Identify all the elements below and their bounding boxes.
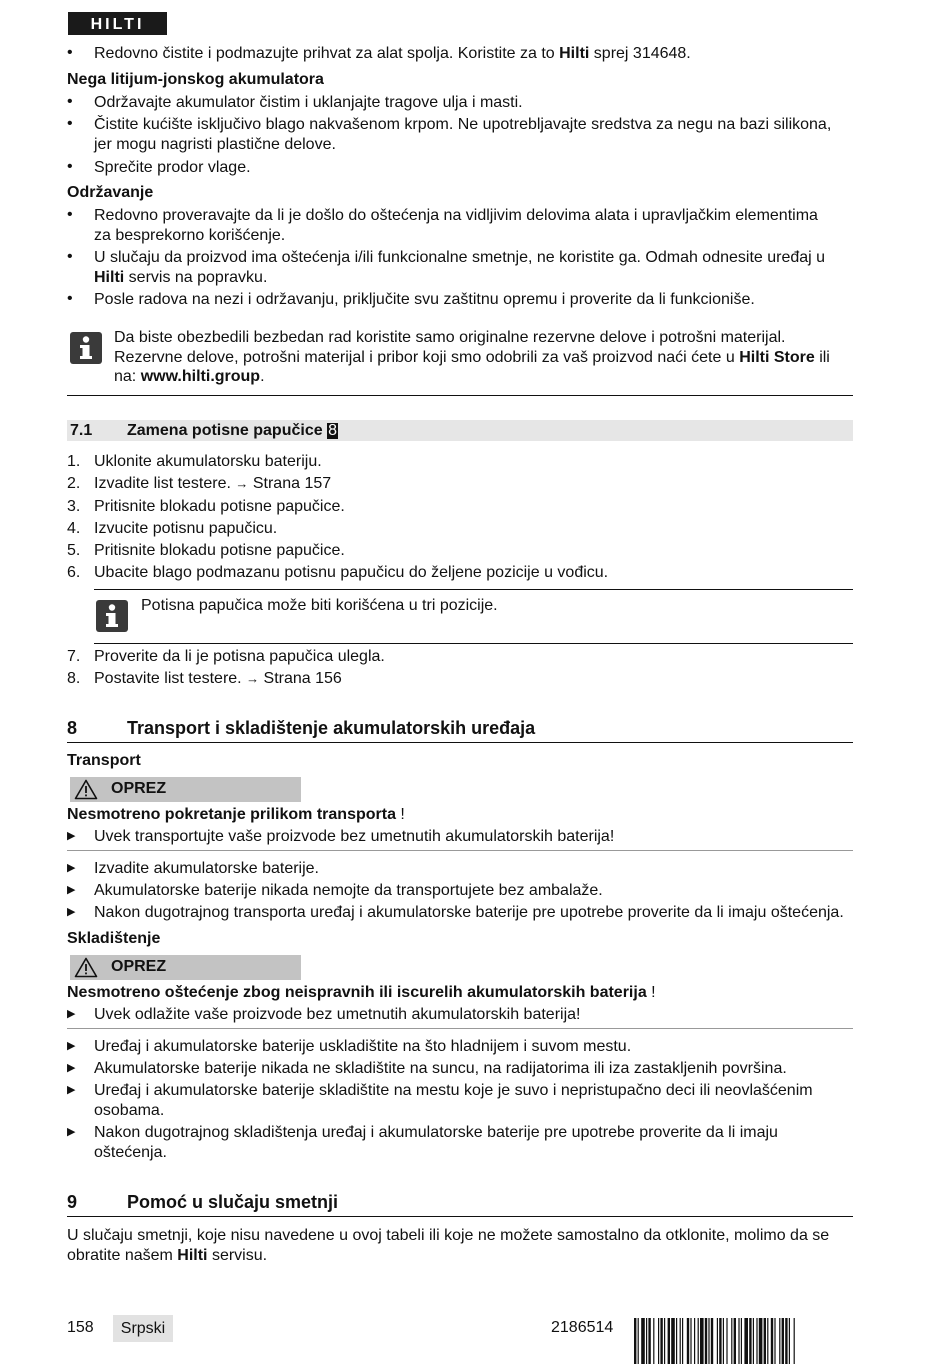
section-heading-9 bbox=[67, 1190, 853, 1217]
storage-list bbox=[67, 1036, 853, 1166]
list-item: Redovno proveravajte da li je došlo do oštećenja na vidljivim delovima alata i upravljačkim elementima bbox=[94, 207, 818, 224]
storage-heading: Skladištenje bbox=[67, 930, 161, 947]
section-heading-7-1 bbox=[67, 420, 853, 441]
list-item: Sprečite prodor vlage. bbox=[94, 159, 251, 176]
info-note-line: Rezervne delove, potrošni materijal i pribor koji smo odobrili za vaš proizvod naći ćete u Hilti Store ili bbox=[114, 349, 830, 366]
section-number: 9 bbox=[67, 1192, 78, 1212]
section-number: 8 bbox=[67, 718, 78, 738]
list-item-cont: Hilti servis na popravku. bbox=[94, 269, 268, 286]
list-item-cont: jer mogu nagristi plastične delove. bbox=[94, 136, 336, 153]
bullet-dot: • bbox=[67, 44, 73, 61]
steps-list-b bbox=[67, 646, 853, 692]
warning-title: Nesmotreno oštećenje zbog neispravnih ili iscurelih akumulatorskih baterija ! bbox=[67, 984, 656, 1001]
transport-heading: Transport bbox=[67, 752, 141, 769]
warning-label: OPREZ bbox=[111, 958, 167, 975]
list-item: U slučaju da proizvod ima oštećenja i/ili funkcionalne smetnje, ne koristite ga. Odmah odnesite uređaj u bbox=[94, 249, 826, 266]
document-number: 2186514 bbox=[551, 1319, 614, 1336]
barcode-graphic bbox=[634, 1318, 852, 1364]
help-line: U slučaju smetnji, koje nisu navedene u ovoj tabeli ili koje ne možete samostalno da otklonite, molimo da se bbox=[67, 1227, 830, 1244]
battery-care-list bbox=[67, 92, 853, 184]
svg-text:HILTI: HILTI bbox=[90, 16, 145, 33]
step-item: 1. Uklonite akumulatorsku bateriju. bbox=[67, 453, 322, 470]
step-item: 6. Ubacite blago podmazanu potisnu papučicu do željene pozicije u vođicu. bbox=[67, 564, 609, 581]
triangle-bullet-icon: ▶ bbox=[67, 1126, 76, 1138]
language-tab: Srpski bbox=[113, 1315, 173, 1342]
maintenance-heading: Održavanje bbox=[67, 184, 154, 201]
bullet-dot: • bbox=[67, 93, 73, 110]
list-item-cont: oštećenja. bbox=[94, 1144, 167, 1161]
triangle-bullet-icon: ▶ bbox=[67, 830, 76, 842]
list-item: Uređaj i akumulatorske baterije uskladištite na što hladnijem i suvom mestu. bbox=[94, 1038, 632, 1055]
steps-list-a bbox=[67, 451, 853, 585]
section-title: Zamena potisne papučice 8 bbox=[127, 422, 337, 439]
warning-label: OPREZ bbox=[111, 780, 167, 797]
page-ref-link[interactable]: Strana 157 bbox=[252, 475, 332, 492]
list-item-cont: za besprekorno korišćenje. bbox=[94, 227, 286, 244]
hilti-logo bbox=[68, 12, 167, 35]
section-number: 7.1 bbox=[70, 422, 93, 439]
list-item: Nakon dugotrajnog transporta uređaj i akumulatorske baterije pre upotrebe proverite da li imaju oštećenja. bbox=[94, 904, 844, 921]
list-item: Izvadite akumulatorske baterije. bbox=[94, 860, 319, 877]
triangle-bullet-icon: ▶ bbox=[67, 1040, 76, 1052]
list-item: Čistite kućište isključivo blago nakvašenom krpom. Ne upotrebljavajte sredstva za negu na bazi silikona, bbox=[94, 116, 832, 133]
hilti-logo-mark bbox=[68, 12, 167, 35]
section-heading-8 bbox=[67, 716, 853, 743]
triangle-bullet-icon: ▶ bbox=[67, 1084, 76, 1096]
warning-item: Uvek transportujte vaše proizvode bez umetnutih akumulatorskih baterija! bbox=[94, 828, 615, 845]
transport-list bbox=[67, 858, 853, 926]
step-note bbox=[94, 589, 853, 644]
step-item: 3. Pritisnite blokadu potisne papučice. bbox=[67, 498, 345, 515]
divider bbox=[67, 850, 853, 851]
warning-band bbox=[70, 955, 301, 980]
step-item: 4. Izvucite potisnu papučicu. bbox=[67, 520, 278, 537]
help-paragraph bbox=[67, 1225, 853, 1267]
warning-item: Uvek odlažite vaše proizvode bez umetnutih akumulatorskih baterija! bbox=[94, 1006, 581, 1023]
triangle-bullet-icon: ▶ bbox=[67, 1008, 76, 1020]
triangle-bullet-icon: ▶ bbox=[67, 884, 76, 896]
page-number: 158 bbox=[67, 1319, 94, 1336]
arrow-right-icon: → bbox=[235, 476, 249, 491]
warning-triangle-icon bbox=[74, 957, 98, 978]
barcode bbox=[634, 1318, 852, 1364]
info-icon bbox=[96, 600, 128, 632]
battery-care-heading: Nega litijum-jonskog akumulatora bbox=[67, 71, 324, 88]
bullet-dot: • bbox=[67, 206, 73, 223]
list-item-cont: osobama. bbox=[94, 1102, 165, 1119]
step-item: 5. Pritisnite blokadu potisne papučice. bbox=[67, 542, 345, 559]
list-item: Akumulatorske baterije nikada nemojte da transportujete bez ambalaže. bbox=[94, 882, 603, 899]
triangle-bullet-icon: ▶ bbox=[67, 1062, 76, 1074]
warning-triangle-icon bbox=[74, 779, 98, 800]
page-ref-link[interactable]: Strana 156 bbox=[263, 670, 342, 687]
figure-ref: 8 bbox=[328, 422, 337, 439]
step-item: 7. Proverite da li je potisna papučica ulegla. bbox=[67, 648, 385, 665]
section-title: Pomoć u slučaju smetnji bbox=[127, 1192, 339, 1212]
maintenance-list bbox=[67, 205, 853, 315]
top-bullet-text: Redovno čistite i podmazujte prihvat za alat spolja. Koristite za to Hilti sprej 314648. bbox=[94, 45, 691, 62]
transport-warning bbox=[67, 804, 853, 852]
warning-band bbox=[70, 777, 301, 802]
divider bbox=[67, 1028, 853, 1029]
top-bullet bbox=[67, 43, 853, 65]
step-item: 8. Postavite list testere. → Strana 156 bbox=[67, 670, 342, 687]
help-line: obratite našem Hilti servisu. bbox=[67, 1247, 268, 1264]
storage-warning bbox=[67, 982, 853, 1030]
list-item: Posle radova na nezi i održavanju, priključite svu zaštitnu opremu i proverite da li funkcioniše. bbox=[94, 291, 755, 308]
list-item: Nakon dugotrajnog skladištenja uređaj i akumulatorske baterije pre upotrebe proverite da li imaju bbox=[94, 1124, 778, 1141]
arrow-right-icon: → bbox=[246, 671, 260, 686]
bullet-dot: • bbox=[67, 158, 73, 175]
info-note-line: na: www.hilti.group. bbox=[114, 368, 265, 385]
warning-title: Nesmotreno pokretanje prilikom transporta ! bbox=[67, 806, 405, 823]
triangle-bullet-icon: ▶ bbox=[67, 906, 76, 918]
step-item: 2. Izvadite list testere. → Strana 157 bbox=[67, 475, 332, 492]
list-item: Akumulatorske baterije nikada ne skladištite na suncu, na radijatorima ili iza zastakljenih površina. bbox=[94, 1060, 787, 1077]
bullet-dot: • bbox=[67, 115, 73, 132]
info-note-line: Da biste obezbedili bezbedan rad koristite samo originalne rezervne delove i potrošni materijal. bbox=[114, 329, 786, 346]
bullet-dot: • bbox=[67, 248, 73, 265]
info-icon bbox=[70, 332, 102, 364]
triangle-bullet-icon: ▶ bbox=[67, 862, 76, 874]
bullet-dot: • bbox=[67, 290, 73, 307]
step-note-text: Potisna papučica može biti korišćena u tri pozicije. bbox=[141, 597, 498, 614]
info-note bbox=[67, 327, 853, 396]
section-title: Transport i skladištenje akumulatorskih uređaja bbox=[127, 718, 536, 738]
list-item: Održavajte akumulator čistim i uklanjajte tragove ulja i masti. bbox=[94, 94, 523, 111]
list-item: Uređaj i akumulatorske baterije skladištite na mestu koje je suvo i nepristupačno deci ili neovlašćenim bbox=[94, 1082, 813, 1099]
